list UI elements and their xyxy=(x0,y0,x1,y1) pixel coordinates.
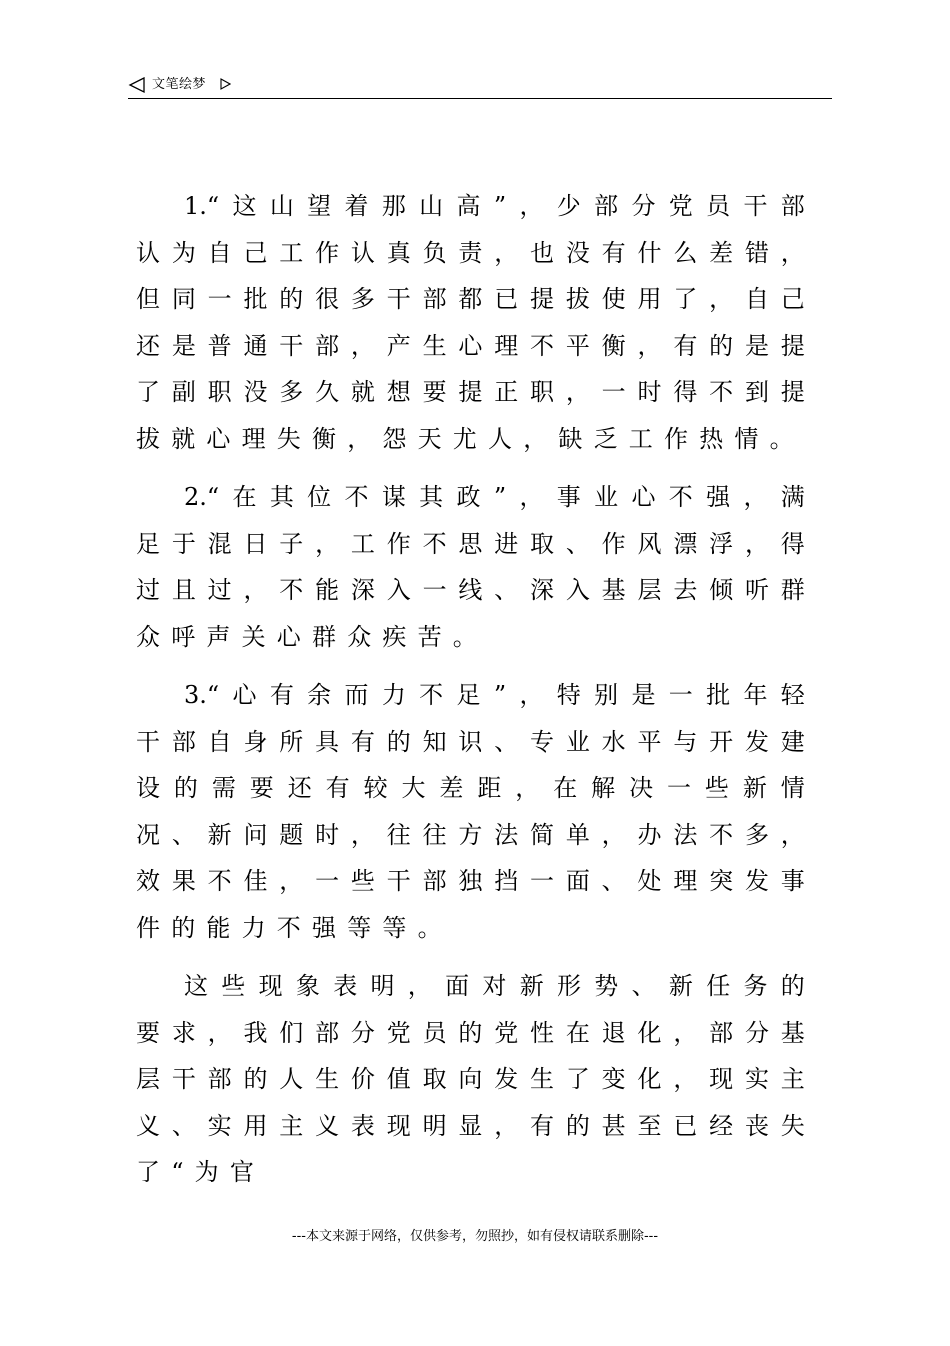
page-header xyxy=(128,72,832,99)
paragraph-2 xyxy=(136,474,816,660)
paragraph-number: 3. xyxy=(184,681,207,709)
paragraph-text: “这山望着那山高”，少部分党员干部认为自己工作认真负责，也没有什么差错，但同一批的很多干部都已提拔使用了，自己还是普通干部，产生心理不平衡，有的是提了副职没多久就想要提正职，一时得不到提拔就心理失衡，怨天尤人，缺乏工作热情。 xyxy=(136,192,816,453)
triangle-right-outline-icon xyxy=(220,78,231,90)
header-title: 文笔绘梦 xyxy=(152,77,207,92)
paragraph-text: “在其位不谋其政”，事业心不强，满足于混日子，工作不思进取、作风漂浮，得过且过，不能深入一线、深入基层去倾听群众呼声关心群众疾苦。 xyxy=(136,483,816,651)
triangle-left-outline-icon xyxy=(128,76,146,94)
paragraph-1 xyxy=(136,183,816,462)
paragraph-number: 1. xyxy=(184,192,207,220)
paragraph-text: 这些现象表明，面对新形势、新任务的要求，我们部分党员的党性在退化，部分基层干部的人生价值取向发生了变化，现实主义、实用主义表现明显，有的甚至已经丧失了“为官 xyxy=(136,972,816,1186)
paragraph-3 xyxy=(136,672,816,951)
paragraph-text: “心有余而力不足”，特别是一批年轻干部自身所具有的知识、专业水平与开发建设的需要还有较大差距，在解决一些新情况、新问题时，往往方法简单，办法不多，效果不佳，一些干部独挡一面、处理突发事件的能力不强等等。 xyxy=(136,681,816,942)
paragraph-number: 2. xyxy=(184,483,207,511)
page-footer-disclaimer: ---本文来源于网络，仅供参考，勿照抄，如有侵权请联系删除--- xyxy=(291,1229,659,1244)
document-body xyxy=(136,183,816,1208)
paragraph-4 xyxy=(136,963,816,1196)
